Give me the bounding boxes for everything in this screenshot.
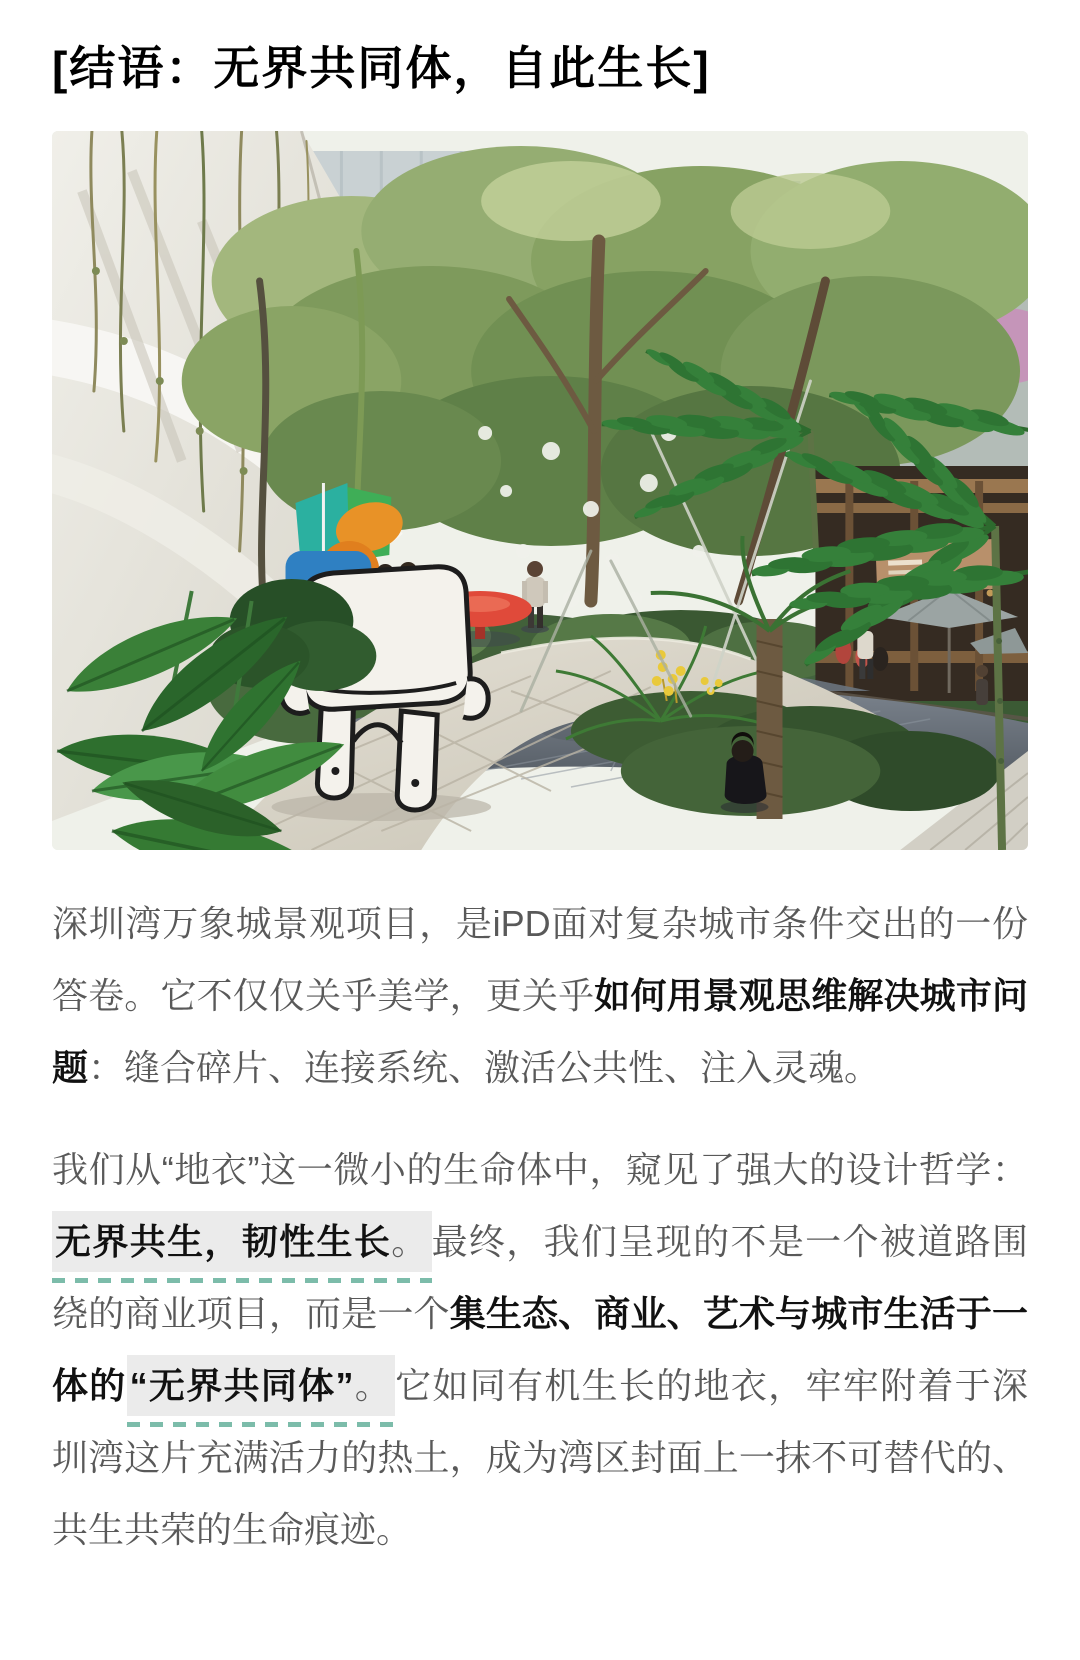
text-run: ：缝合碎片、连接系统、激活公共性、注入灵魂。 — [88, 1047, 881, 1088]
highlighted-text: 。 — [391, 1221, 429, 1262]
text-run: 它如同有机生长的地衣，牢牢附着于深圳湾这片充满活力的热土，成为湾区封面上一抹不可替代的、共生共荣的生命痕迹。 — [52, 1365, 1028, 1550]
highlight-phrase-2 — [127, 1365, 395, 1427]
bold-text-run: 集生态、商业、艺术与城市生活于一体的 — [52, 1293, 1028, 1406]
distant-person — [976, 665, 988, 705]
highlighted-bold-text: 无界共生，韧性生长 — [55, 1221, 392, 1262]
section-heading: [结语：无界共同体，自此生长] — [52, 42, 711, 94]
text-run: 我们从“地衣”这一微小的生命体中，窥见了强大的设计哲学： — [52, 1149, 1028, 1190]
text-run: 深圳湾万象城景观项目，是iPD面对复杂城市条件交出的一份答卷。它不仅仅关乎美学，更关乎 — [52, 903, 1028, 1016]
highlighted-bold-text: “无界共同体” — [129, 1365, 354, 1406]
article-photo — [52, 131, 1028, 850]
bold-text-run: 如何用景观思维解决城市问题 — [52, 975, 1028, 1088]
courtyard-illustration — [52, 131, 1028, 850]
highlight-phrase-1 — [52, 1221, 432, 1283]
text-run: 最终，我们呈现的不是一个被道路围绕的商业项目，而是一个 — [52, 1221, 1028, 1334]
paragraph-2 — [52, 1134, 1028, 1566]
paragraph-1 — [52, 888, 1028, 1104]
highlighted-text: 。 — [353, 1365, 393, 1406]
